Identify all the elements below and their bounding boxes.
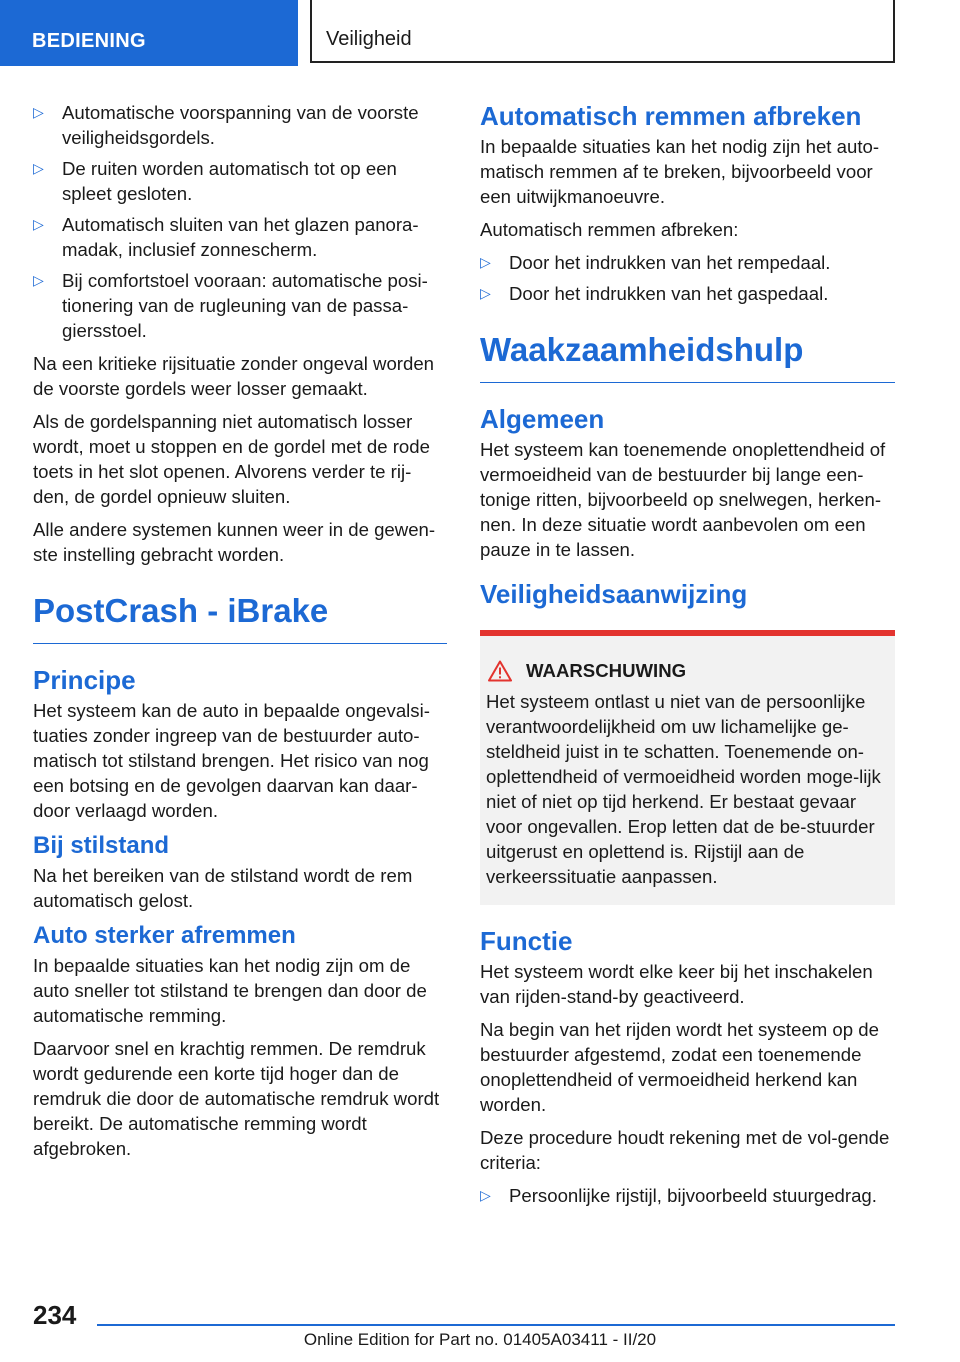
paragraph: Het systeem kan toenemende onoplettendheid of vermoeidheid van de bestuurder bij lange een‐tonige ritten, bijvoorbeeld op snelwegen, herken‐nen. In deze situatie wordt aanbevolen om een pauze in te lassen. <box>480 439 886 560</box>
paragraph: Na begin van het rijden wordt het systeem op de bestuurder afgestemd, zodat een toenemende onoplettendheid of vermoeidheid herkend kan worden. <box>480 1019 879 1115</box>
triangle-bullet-icon: ▷ <box>480 1187 491 1203</box>
list-item: ▷ Door het indrukken van het gaspedaal. <box>480 283 829 304</box>
paragraph: Het systeem kan de auto in bepaalde ongevalsi‐tuaties zonder ingreep van de bestuurder auto‐matisch tot stilstand brengen. Het risico van nog een botsing en de gevolgen daarvan kan daar‐door verlaagd worden. <box>33 700 430 821</box>
triangle-bullet-icon: ▷ <box>480 254 491 270</box>
warning-text: Het systeem ontlast u niet van de persoonlijke verantwoordelijkheid om uw lichamelijke ge‐steldheid juist in te schatten. Toenemende on‐oplettendheid of vermoeidheid worden moge‐lijk niet of niet op tijd herkend. Er bestaat gevaar voor ongevallen. Erop letten dat de be‐stuurder uitgerust en oplettend is. Rijstijl aan de verkeerssituatie aanpassen. <box>486 691 881 887</box>
list-item: ▷ Persoonlijke rijstijl, bijvoorbeeld stuurgedrag. <box>480 1185 877 1206</box>
paragraph: Alle andere systemen kunnen weer in de gewen‐ste instelling gebracht worden. <box>33 519 436 565</box>
subheading-stilstand: Bij stilstand <box>33 832 170 859</box>
triangle-bullet-icon: ▷ <box>33 272 44 288</box>
subheading-functie: Functie <box>480 926 573 956</box>
left-column <box>33 100 447 1169</box>
triangle-bullet-icon: ▷ <box>480 285 491 301</box>
footer-divider <box>97 1324 895 1326</box>
list-item: ▷ Door het indrukken van het rempedaal. <box>480 252 831 273</box>
section-heading-postcrash: PostCrash - iBrake <box>33 591 447 644</box>
page-header <box>0 0 960 66</box>
page-number: 234 <box>33 1300 77 1330</box>
section-heading-waakzaamheidshulp: Waakzaamheidshulp <box>480 330 895 383</box>
warning-triangle-icon <box>488 660 512 682</box>
section-tab: BEDIENING <box>0 0 298 66</box>
list-item: ▷ Automatische voorspanning van de voorste veiligheidsgordels. <box>33 102 419 148</box>
criteria-list <box>480 1183 895 1208</box>
paragraph: Automatisch remmen afbreken: <box>480 219 739 240</box>
footer-edition: Online Edition for Part no. 01405A03411 - II/20 <box>303 1330 657 1349</box>
subheading-afbreken: Automatisch remmen afbreken <box>480 101 862 131</box>
paragraph: Na het bereiken van de stilstand wordt de rem automatisch gelost. <box>33 865 413 911</box>
paragraph: Deze procedure houdt rekening met de vol‐gende criteria: <box>480 1127 890 1173</box>
warning-title: WAARSCHUWING <box>486 658 887 683</box>
subheading-algemeen: Algemeen <box>480 404 605 434</box>
measures-list <box>33 100 447 343</box>
paragraph: Daarvoor snel en krachtig remmen. De remdruk wordt gedurende een korte tijd hoger dan de remdruk die door de automatische remdruk wordt bereikt. De automatische remming wordt afgebroken. <box>33 1038 440 1159</box>
paragraph: In bepaalde situaties kan het nodig zijn het auto‐matisch remmen af te breken, bijvoorbeeld voor een uitwijkmanoeuvre. <box>480 136 880 207</box>
paragraph: Na een kritieke rijsituatie zonder ongeval worden de voorste gordels weer losser gemaakt. <box>33 353 435 399</box>
afbreken-list <box>480 250 895 306</box>
list-item: ▷ Automatisch sluiten van het glazen panora‐madak, inclusief zonnescherm. <box>33 214 419 260</box>
chapter-title: Veiligheid <box>310 0 895 63</box>
triangle-bullet-icon: ▷ <box>33 104 44 120</box>
subheading-principe: Principe <box>33 665 136 695</box>
paragraph: Het systeem wordt elke keer bij het inschakelen van rijden-stand-by geactiveerd. <box>480 961 873 1007</box>
triangle-bullet-icon: ▷ <box>33 160 44 176</box>
paragraph: Als de gordelspanning niet automatisch losser wordt, moet u stoppen en de gordel met de rode toets in het slot openen. Alvorens verder te rij‐den, de gordel opnieuw sluiten. <box>33 411 430 507</box>
warning-box <box>480 630 895 905</box>
list-item: ▷ De ruiten worden automatisch tot op een spleet gesloten. <box>33 158 397 204</box>
right-column <box>480 100 895 1216</box>
list-item: ▷ Bij comfortstoel vooraan: automatische posi‐tionering van de rugleuning van de passa‐giersstoel. <box>33 270 428 341</box>
subheading-afremmen: Auto sterker afremmen <box>33 922 296 949</box>
page-footer <box>0 1290 960 1362</box>
paragraph: In bepaalde situaties kan het nodig zijn om de auto sneller tot stilstand te brengen dan door de automatische remming. <box>33 955 427 1026</box>
triangle-bullet-icon: ▷ <box>33 216 44 232</box>
subheading-veiligheidsaanwijzing: Veiligheidsaanwijzing <box>480 579 748 609</box>
